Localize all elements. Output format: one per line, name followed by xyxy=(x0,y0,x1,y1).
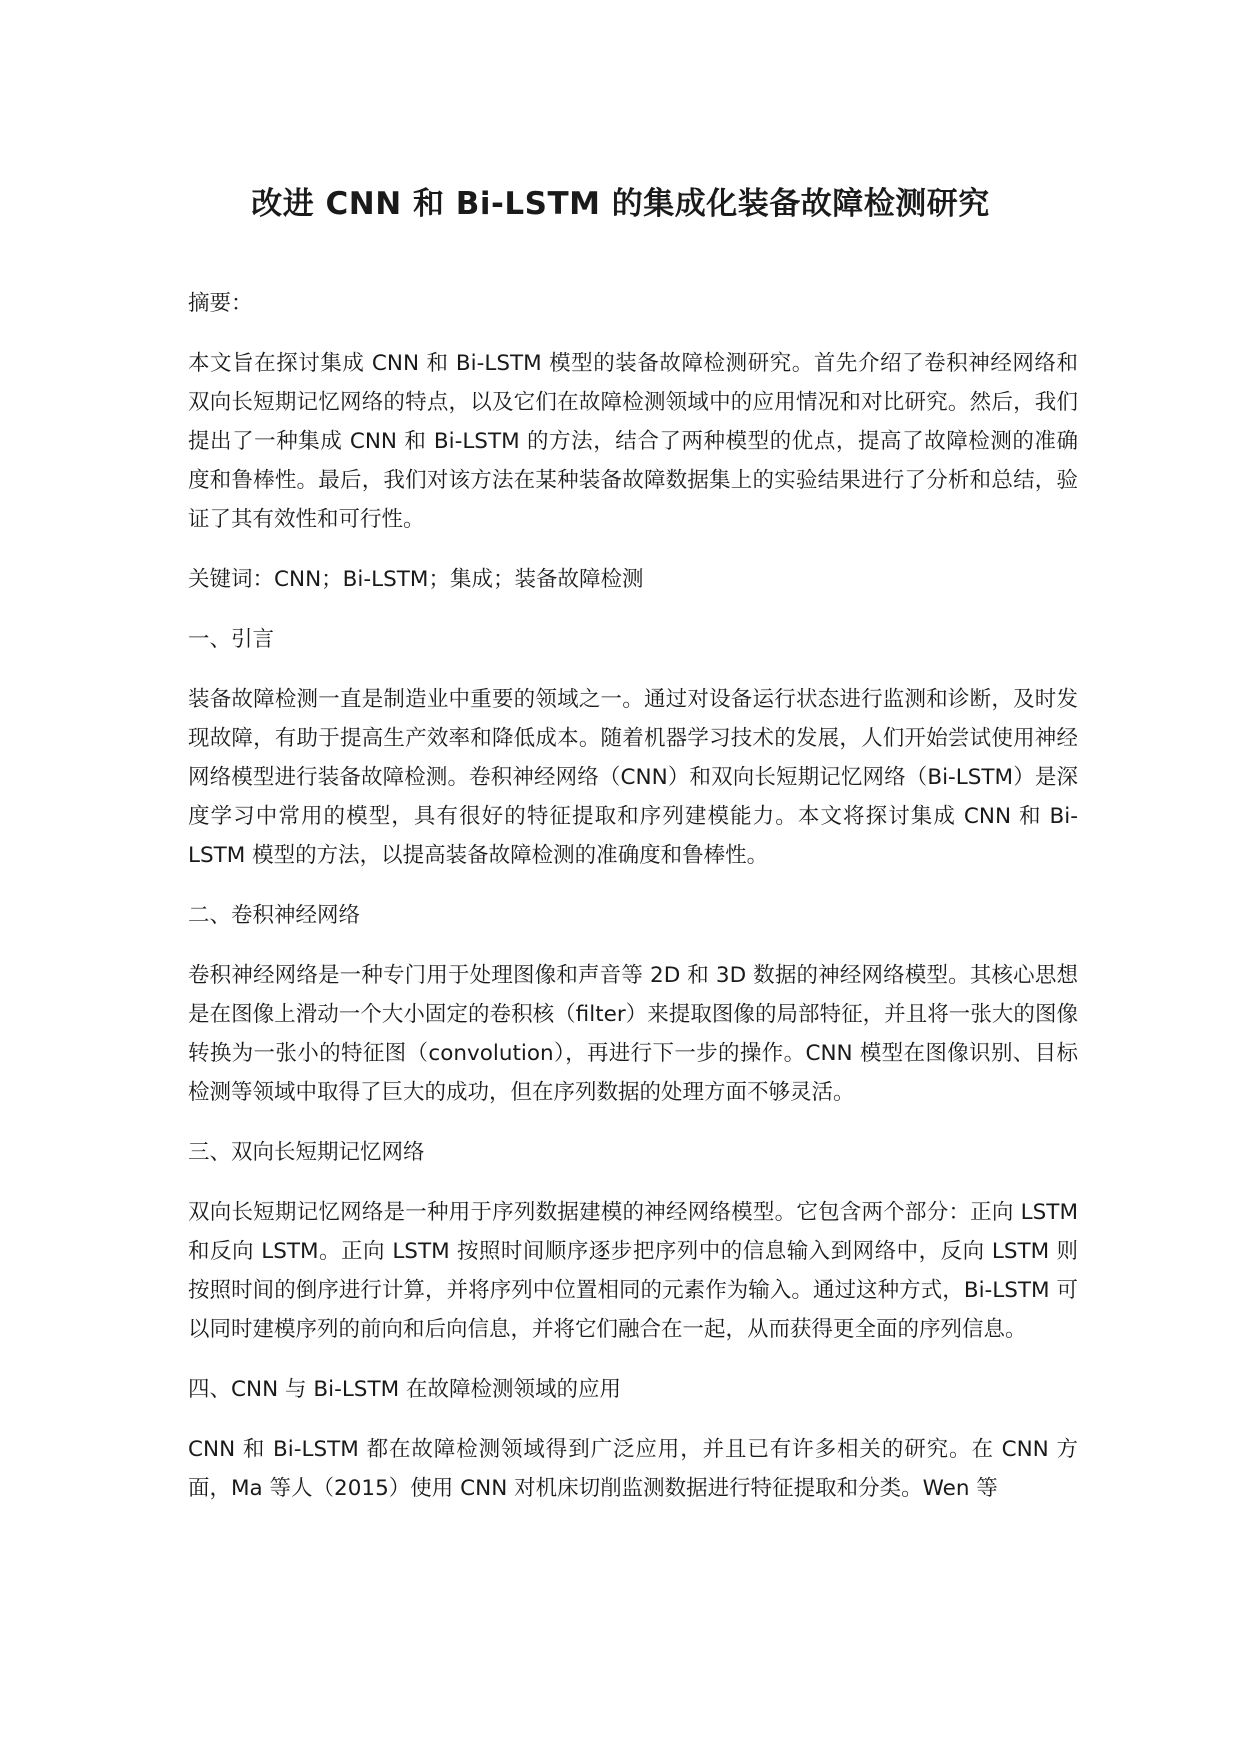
keywords: 关键词：CNN；Bi-LSTM；集成；装备故障检测 xyxy=(188,567,644,592)
abstract-text: 本文旨在探讨集成 CNN 和 Bi-LSTM 模型的装备故障检测研究。首先介绍了卷积神经网络和双向长短期记忆网络的特点，以及它们在故障检测领域中的应用情况和对比研究。然后，我们提出了一种集成 CNN 和 Bi-LSTM 的方法，结合了两种模型的优点，提高了故障检测的准确度和鲁棒性。最后，我们对该方法在某种装备故障数据集上的实验结果进行了分析和总结，验证了其有效性和可行性。 xyxy=(188,351,1078,532)
document-title: 改进 CNN 和 Bi-LSTM 的集成化装备故障检测研究 xyxy=(251,186,990,222)
section-body-cnn: 卷积神经网络是一种专门用于处理图像和声音等 2D 和 3D 数据的神经网络模型。其核心思想是在图像上滑动一个大小固定的卷积核（filter）来提取图像的局部特征，并且将一张大的图像转换为一张小的特征图（convolution），再进行下一步的操作。CNN 模型在图像识别、目标检测等领域中取得了巨大的成功，但在序列数据的处理方面不够灵活。 xyxy=(188,963,1078,1105)
document-body xyxy=(188,284,1078,1529)
section-heading-bilstm: 三、双向长短期记忆网络 xyxy=(188,1140,425,1165)
section-heading-introduction: 一、引言 xyxy=(188,627,275,652)
section-heading-cnn: 二、卷积神经网络 xyxy=(188,903,361,928)
section-body-applications: CNN 和 Bi-LSTM 都在故障检测领域得到广泛应用，并且已有许多相关的研究。在 CNN 方面，Ma 等人（2015）使用 CNN 对机床切削监测数据进行特征提取和分类。Wen 等 xyxy=(188,1437,1078,1501)
section-body-bilstm: 双向长短期记忆网络是一种用于序列数据建模的神经网络模型。它包含两个部分：正向 LSTM 和反向 LSTM。正向 LSTM 按照时间顺序逐步把序列中的信息输入到网络中，反向 LSTM 则按照时间的倒序进行计算，并将序列中位置相同的元素作为输入。通过这种方式，Bi-LSTM 可以同时建模序列的前向和后向信息，并将它们融合在一起，从而获得更全面的序列信息。 xyxy=(188,1200,1078,1342)
abstract-label: 摘要： xyxy=(188,291,253,316)
section-heading-applications: 四、CNN 与 Bi-LSTM 在故障检测领域的应用 xyxy=(188,1377,621,1402)
section-body-introduction: 装备故障检测一直是制造业中重要的领域之一。通过对设备运行状态进行监测和诊断，及时发现故障，有助于提高生产效率和降低成本。随着机器学习技术的发展，人们开始尝试使用神经网络模型进行装备故障检测。卷积神经网络（CNN）和双向长短期记忆网络（Bi-LSTM）是深度学习中常用的模型，具有很好的特征提取和序列建模能力。本文将探讨集成 CNN 和 Bi-LSTM 模型的方法，以提高装备故障检测的准确度和鲁棒性。 xyxy=(188,687,1078,868)
